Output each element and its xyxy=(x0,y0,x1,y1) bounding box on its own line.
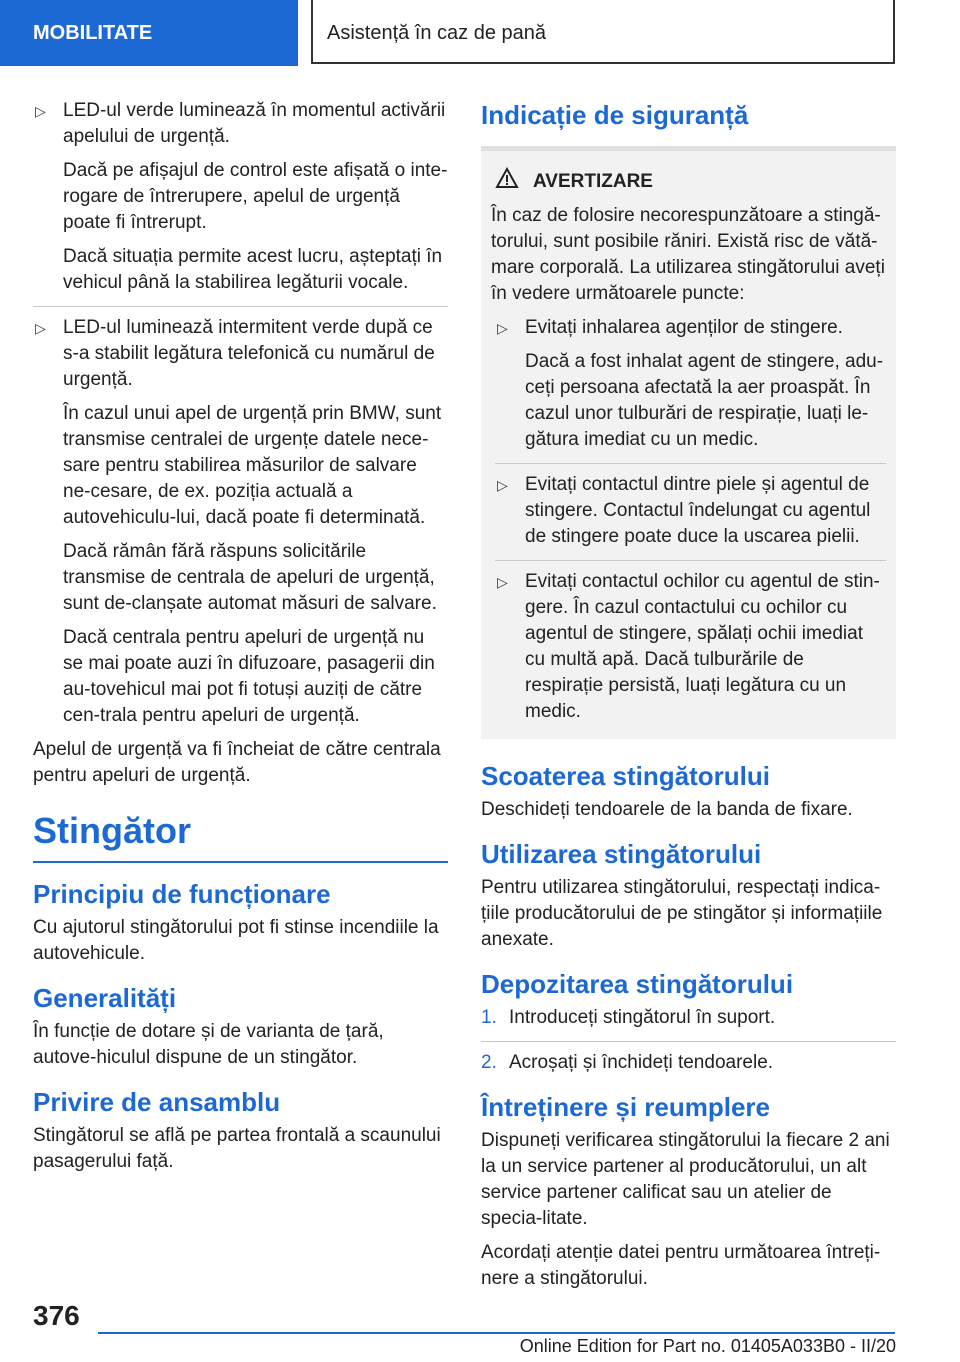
step-number: 1. xyxy=(481,1007,497,1028)
use-text: Pentru utilizarea stingătorului, respectați indica-țiile producătorului de pe stingător și informațiile anexate. xyxy=(481,877,883,950)
section-heading-overview: Privire de ansamblu xyxy=(33,1087,281,1117)
edition-text: Online Edition for Part no. 01405A033B0 - II/20 xyxy=(519,1336,896,1356)
section-heading-principle: Principiu de funcționare xyxy=(33,879,331,909)
remove-text: Deschideți tendoarele de la banda de fixare. xyxy=(481,799,853,820)
warning-item: ▷ Evitați contactul dintre piele și agentul de stingere. Contactul îndelungat cu agentul de stingere poate duce la uscarea pielii. xyxy=(495,472,886,550)
page-header xyxy=(0,0,960,66)
section-heading-maintenance: Întreținere și reumplere xyxy=(481,1092,770,1122)
footer-rule xyxy=(98,1332,895,1334)
list-item-detail: Dacă centrala pentru apeluri de urgență nu se mai poate auzi în difuzoare, pasagerii din au-tovehicul mai pot fi totuși auziți de către cen-trala pentru apeluri de urgență. xyxy=(63,627,435,726)
general-text: În funcție de dotare și de varianta de țară, autove-hiculul dispune de un stingător. xyxy=(33,1021,384,1068)
warning-triangle-icon xyxy=(495,167,519,197)
warning-item: ▷ Evitați inhalarea agenților de stingere. xyxy=(495,315,886,341)
divider xyxy=(481,1041,896,1042)
warning-label: AVERTIZARE xyxy=(533,171,653,192)
closing-paragraph: Apelul de urgență va fi încheiat de către centrala pentru apeluri de urgență. xyxy=(33,739,441,786)
list-item: ▷ LED-ul luminează intermitent verde după ce s-a stabilit legătura telefonică cu numărul de urgență. xyxy=(33,315,448,393)
warning-item-detail: Dacă a fost inhalat agent de stingere, adu-ceți persoana afectată la aer proaspăt. În cazul unor tulburări de respirație, luați le-gătura imediat cu un medic. xyxy=(525,351,884,450)
maintenance-text: Dispuneți verificarea stingătorului la fiecare 2 ani la un service partener al producătorului, un alt service partener calificat sau un atelier de specia-litate. xyxy=(481,1130,890,1229)
warning-item: ▷ Evitați contactul ochilor cu agentul de stin-gere. În cazul contactului cu ochilor cu agentul de stingere, spălați ochii imediat cu multă apă. Dacă tulburările de respirație persistă, luați legătura cu un medic. xyxy=(495,569,886,725)
divider xyxy=(495,463,886,464)
page-number: 376 xyxy=(33,1300,80,1331)
section-heading-use: Utilizarea stingătorului xyxy=(481,839,762,869)
section-heading-safety: Indicație de siguranță xyxy=(481,100,749,130)
left-column xyxy=(33,98,448,1183)
section-heading-remove: Scoaterea stingătorului xyxy=(481,761,770,791)
maintenance-text-2: Acordați atenție datei pentru următoarea întreți-nere a stingătorului. xyxy=(481,1242,881,1289)
step-number: 2. xyxy=(481,1052,497,1073)
list-item-detail: Dacă pe afișajul de control este afișată o inte-rogare de întrerupere, apelul de urgență poate fi întrerupt. xyxy=(63,160,448,233)
principle-text: Cu ajutorul stingătorului pot fi stinse incendiile la autovehicule. xyxy=(33,917,439,964)
step-text: Introduceți stingătorul în suport. xyxy=(509,1007,776,1028)
list-item-detail: Dacă rămân fără răspuns solicitările transmise de centrala de apeluri de urgență, sunt de-clanșate automat măsuri de salvare. xyxy=(63,541,437,614)
warning-text: În caz de folosire necorespunzătoare a stingă-torului, sunt posibile răniri. Există risc de vătă-mare corporală. La utilizarea stingătorului aveți în vedere următoarele puncte: xyxy=(491,205,885,304)
section-heading-general: Generalități xyxy=(33,983,177,1013)
list-item: ▷ LED-ul verde luminează în momentul activării apelului de urgență. xyxy=(33,98,448,150)
divider xyxy=(33,306,448,307)
warning-box xyxy=(481,146,896,739)
chapter-title: Asistență în caz de pană xyxy=(311,0,895,64)
warning-header xyxy=(485,167,886,197)
chapter-heading: Stingător xyxy=(33,809,448,863)
step-item xyxy=(481,1050,896,1076)
divider xyxy=(495,560,886,561)
overview-text: Stingătorul se află pe partea frontală a scaunului pasagerului față. xyxy=(33,1125,441,1172)
list-item-detail: Dacă situația permite acest lucru, așteptați în vehicul până la stabilirea legăturii vocale. xyxy=(63,246,443,293)
section-tab[interactable]: MOBILITATE xyxy=(0,0,298,66)
step-text: Acroșați și închideți tendoarele. xyxy=(509,1052,774,1073)
section-heading-store: Depozitarea stingătorului xyxy=(481,969,794,999)
step-item xyxy=(481,1005,896,1031)
list-item-detail: În cazul unui apel de urgență prin BMW, sunt transmise centralei de urgențe datele nece-sare pentru stabilirea măsurilor de salvare ne-cesare, de ex. poziția actuală a autovehiculu-lui, dacă poate fi determinată. xyxy=(63,403,442,528)
right-column xyxy=(481,98,896,1300)
